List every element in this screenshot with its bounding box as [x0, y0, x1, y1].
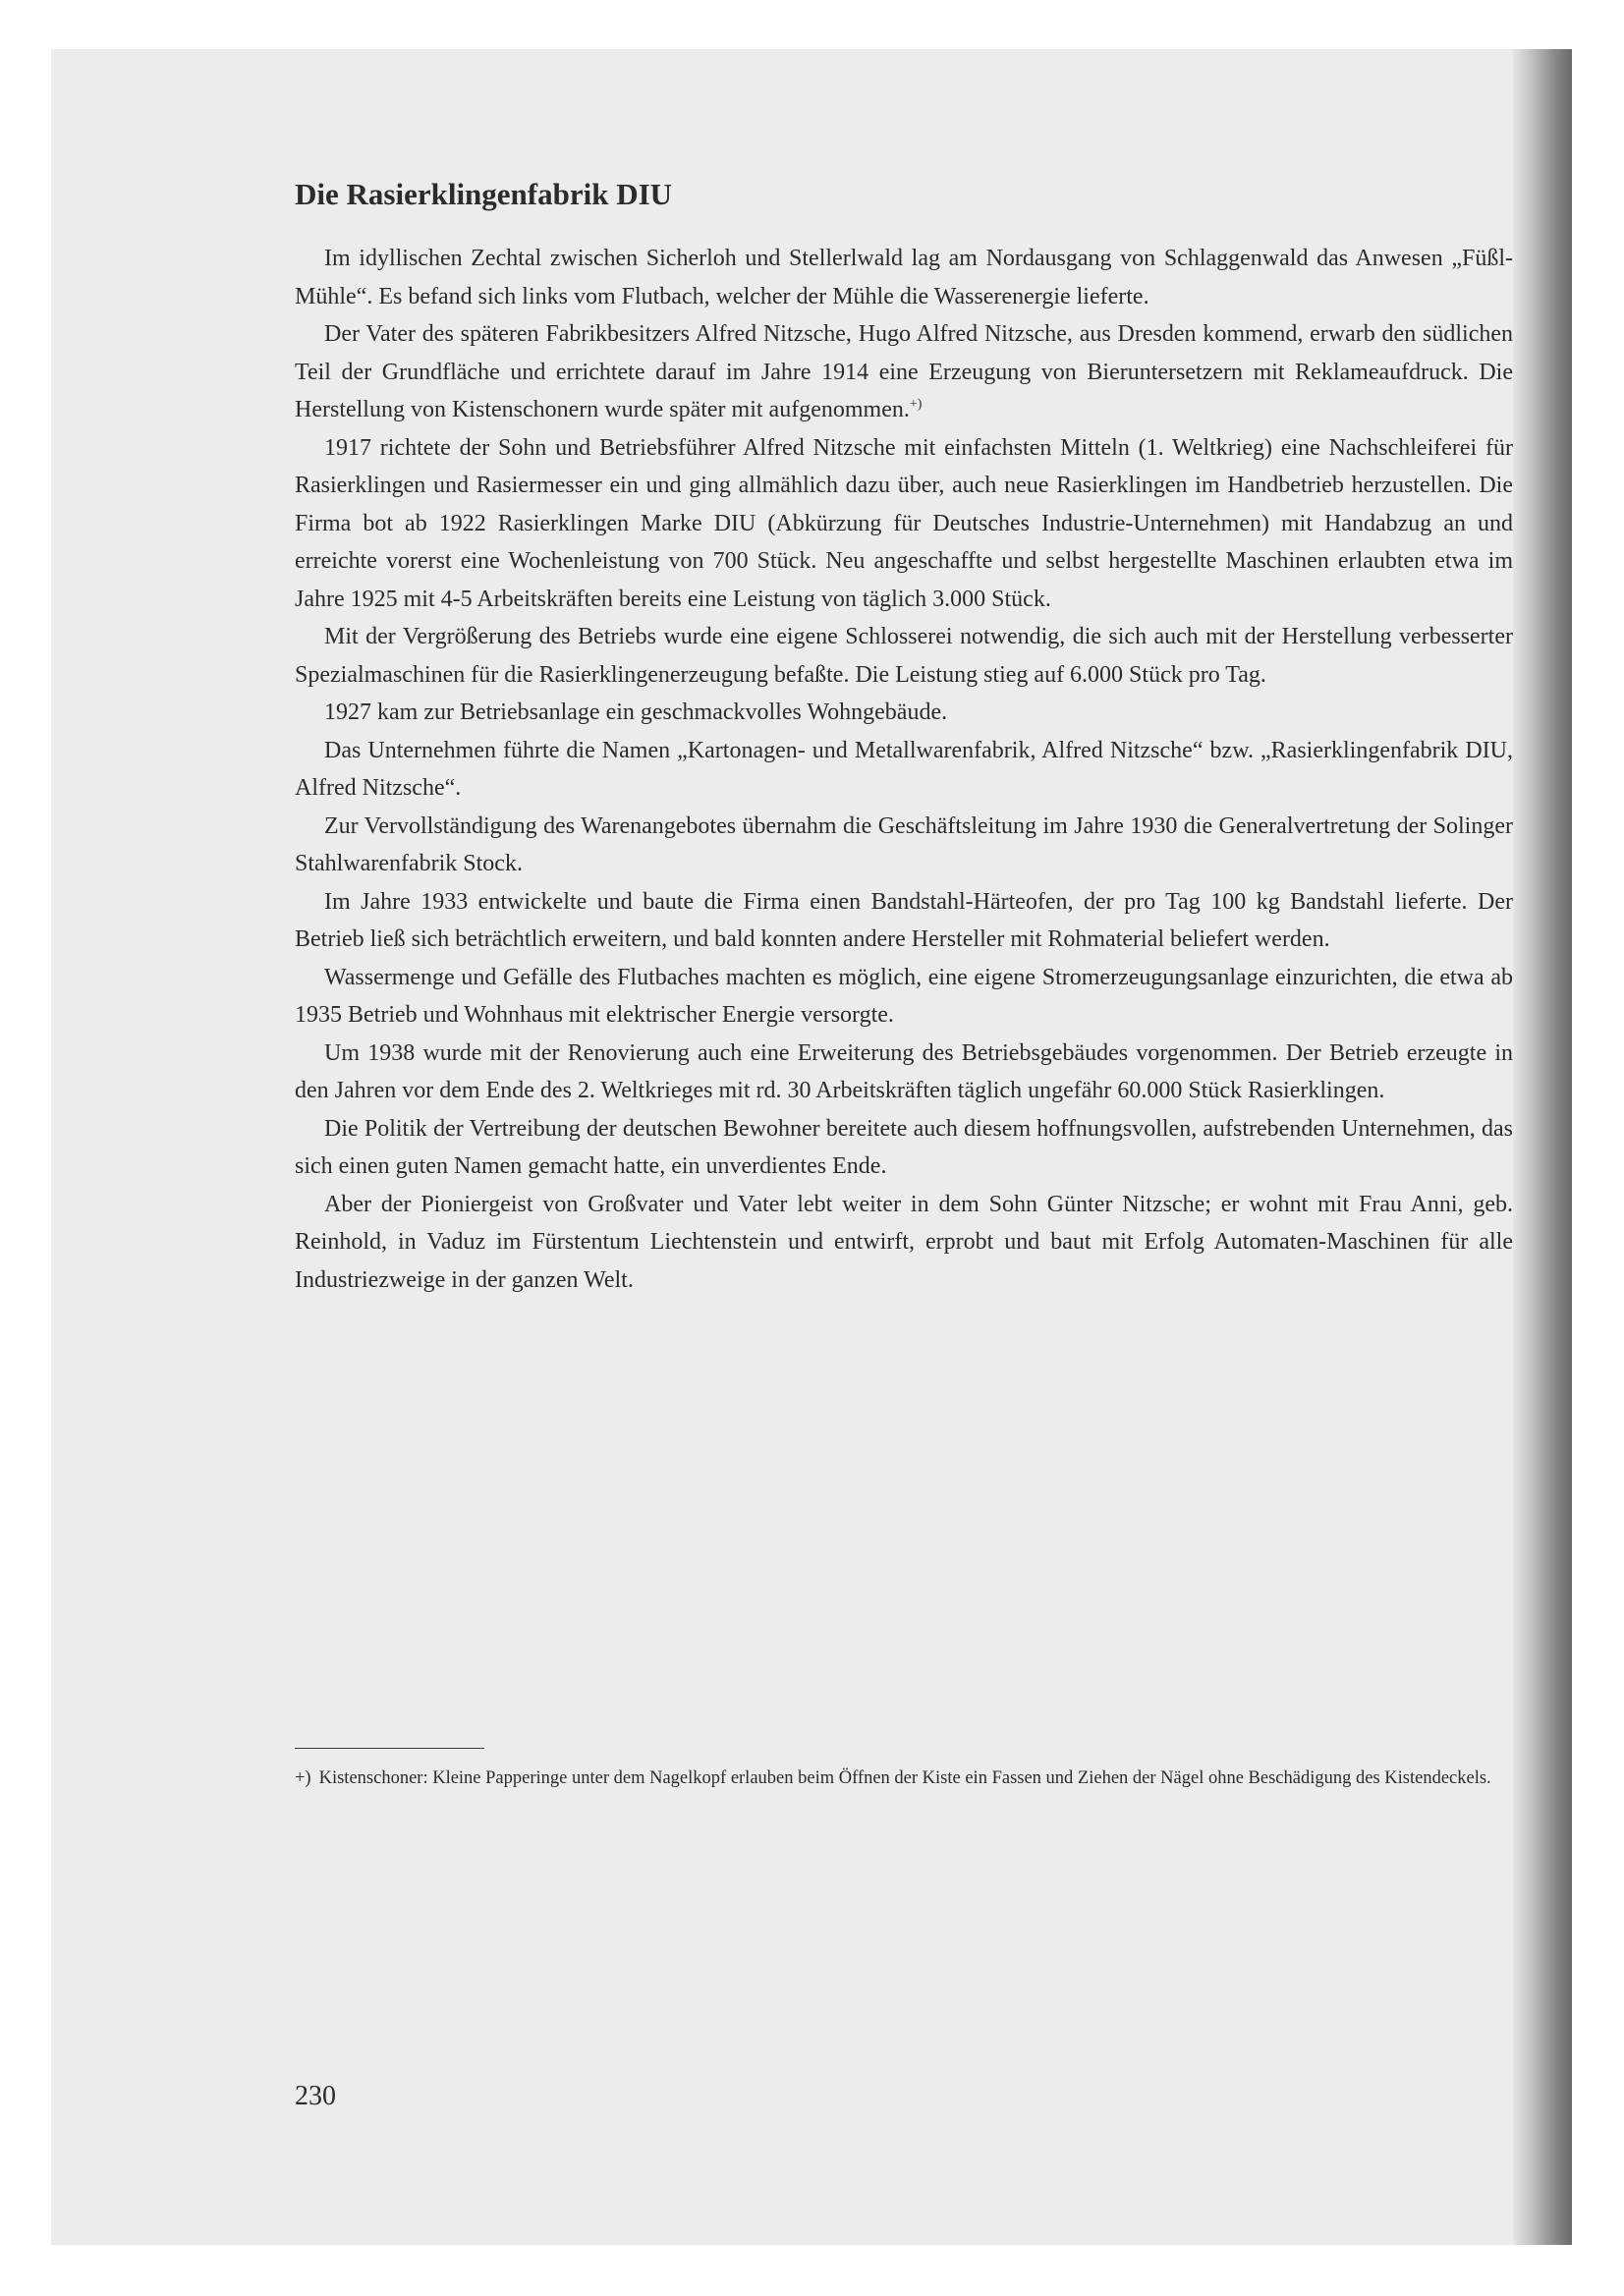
footnote-text: Kistenschoner: Kleine Papperinge unter dem Nagelkopf erlauben beim Öffnen der Kiste ein Fassen und Ziehen der Nägel ohne Beschädigung des Kistendeckels.: [318, 1768, 1491, 1788]
paragraph-2: [295, 315, 1513, 429]
paragraph-9: Wassermenge und Gefälle des Flutbaches machten es möglich, eine eigene Stromerzeugungsanlage einzurichten, die etwa ab 1935 Betrieb und Wohnhaus mit elektrischer Energie versorgte.: [295, 964, 1513, 1028]
footnote-divider: [295, 1748, 484, 1749]
paragraph-6: Das Unternehmen führte die Namen „Kartonagen- und Metallwarenfabrik, Alfred Nitzsche“ bzw. „Rasierklingenfabrik DIU, Alfred Nitzsche“.: [295, 737, 1513, 801]
paragraph-5: 1927 kam zur Betriebsanlage ein geschmackvolles Wohngebäude.: [324, 700, 948, 725]
footnote-reference-marker: +): [909, 397, 923, 412]
paragraph-1: Im idyllischen Zechtal zwischen Sicherloh und Stellerlwald lag am Nordausgang von Schlaggenwald das Anwesen „Füßl-Mühle“. Es befand sich links vom Flutbach, welcher der Mühle die Wasserenergie lieferte.: [295, 246, 1513, 309]
paragraph-2-text: Der Vater des späteren Fabrikbesitzers Alfred Nitzsche, Hugo Alfred Nitzsche, aus Dresden kommend, erwarb den südlichen Teil der Grundfläche und errichtete darauf im Jahre 1914 eine Erzeugung von Bieruntersetzern mit Reklameaufdruck. Die Herstellung von Kistenschonern wurde später mit aufgenommen.: [295, 321, 1513, 422]
footnote: [295, 1764, 1503, 1793]
page-content: [295, 175, 1513, 1299]
paragraph-4: Mit der Vergrößerung des Betriebs wurde eine eigene Schlosserei notwendig, die sich auch mit der Herstellung verbesserter Spezialmaschinen für die Rasierklingenerzeugung befaßte. Die Leistung stieg auf 6.000 Stück pro Tag.: [295, 624, 1513, 688]
page-number: 230: [295, 2081, 336, 2111]
paragraph-7: Zur Vervollständigung des Warenangebotes übernahm die Geschäftsleitung im Jahre 1930 die Generalvertretung der Solinger Stahlwarenfabrik Stock.: [295, 812, 1513, 876]
paragraph-8: Im Jahre 1933 entwickelte und baute die Firma einen Bandstahl-Härteofen, der pro Tag 100 kg Bandstahl lieferte. Der Betrieb ließ sich beträchtlich erweitern, und bald konnten andere Hersteller mit Rohmaterial beliefert werden.: [295, 888, 1513, 952]
paragraph-12: Aber der Pioniergeist von Großvater und Vater lebt weiter in dem Sohn Günter Nitzsche; er wohnt mit Frau Anni, geb. Reinhold, in Vaduz im Fürstentum Liechtenstein und entwirft, erprobt und baut mit Erfolg Automaten-Maschinen für alle Industriezweige in der ganzen Welt.: [295, 1191, 1513, 1293]
paragraph-3: 1917 richtete der Sohn und Betriebsführer Alfred Nitzsche mit einfachsten Mitteln (1. Weltkrieg) eine Nachschleiferei für Rasierklingen und Rasiermesser ein und ging allmählich dazu über, auch neue Rasierklingen im Handbetrieb herzustellen. Die Firma bot ab 1922 Rasierklingen Marke DIU (Abkürzung für Deutsches Industrie-Unternehmen) mit Handabzug an und erreichte vorerst eine Wochenleistung von 700 Stück. Neu angeschaffte und selbst hergestellte Maschinen erlaubten etwa im Jahre 1925 mit 4-5 Arbeitskräften bereits eine Leistung von täglich 3.000 Stück.: [295, 434, 1513, 612]
paragraph-11: Die Politik der Vertreibung der deutschen Bewohner bereitete auch diesem hoffnungsvollen, aufstrebenden Unternehmen, das sich einen guten Namen gemacht hatte, ein unverdientes Ende.: [295, 1115, 1513, 1179]
paragraph-10: Um 1938 wurde mit der Renovierung auch eine Erweiterung des Betriebsgebäudes vorgenommen. Der Betrieb erzeugte in den Jahren vor dem Ende des 2. Weltkrieges mit rd. 30 Arbeitskräften täglich ungefähr 60.000 Stück Rasierklingen.: [295, 1039, 1513, 1103]
page-title: Die Rasierklingenfabrik DIU: [295, 177, 673, 211]
page-binding-shadow: [1513, 49, 1572, 2245]
footnote-label: +): [295, 1768, 311, 1788]
